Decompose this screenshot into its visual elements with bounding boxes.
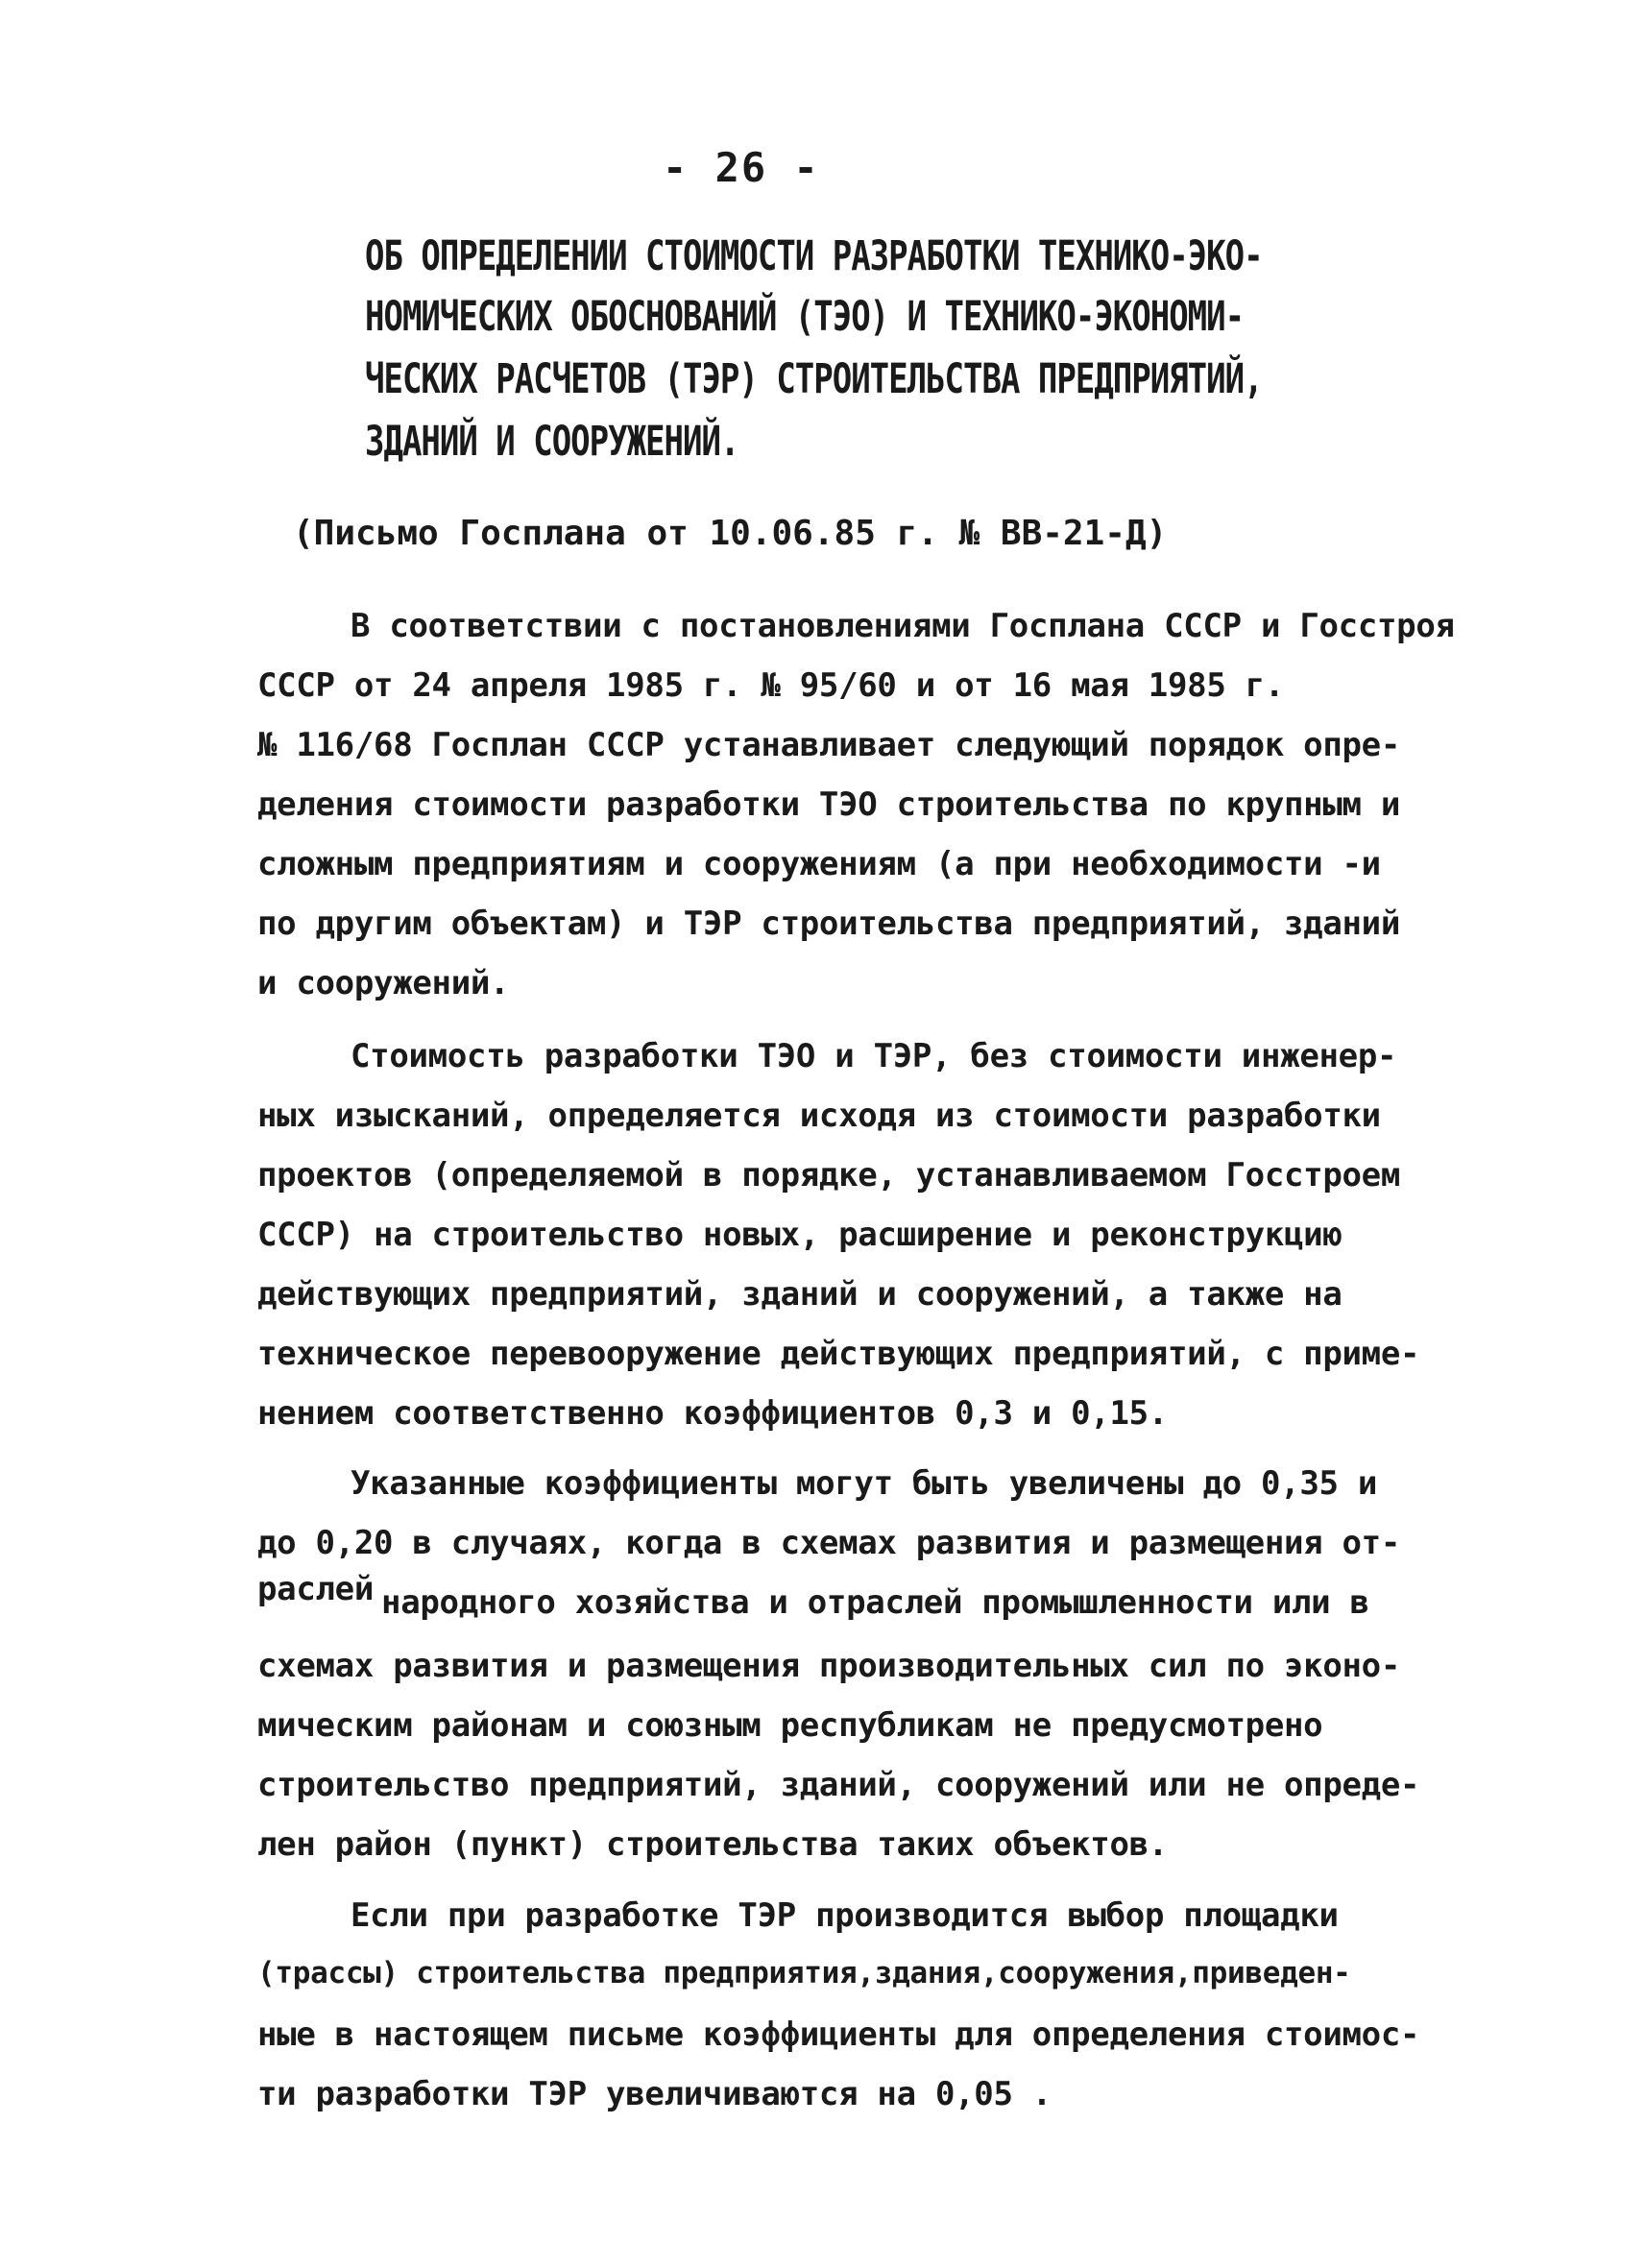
paragraph-4-line-1: Если при разработке ТЭР производится выбор площадки [351,1896,1339,1935]
paragraph-1-line-7: и сооружений. [257,964,510,1002]
paragraph-4-line-3: ные в настоящем письме коэффициенты для определения стоимос- [257,2015,1420,2054]
paragraph-1-line-1: В соответствии с постановлениями Госплана СССР и Госстроя [351,607,1455,645]
paragraph-2-line-7: нением соответственно коэффициентов 0,3 и 0,15. [257,1394,1168,1433]
paragraph-2-line-2: ных изысканий, определяется исходя из стоимости разработки [257,1097,1381,1135]
paragraph-2-line-5: действующих предприятий, зданий и сооружений, а также на [257,1275,1343,1314]
paragraph-3-line-5: мическим районам и союзным республикам не предусмотрено [257,1706,1323,1745]
source-note: (Письмо Госплана от 10.06.85 г. № ВВ-21-Д) [293,514,1168,553]
paragraph-2-line-3: проектов (определяемой в порядке, устанавливаемом Госстроем [257,1156,1401,1194]
paragraph-3-line-3 [257,1570,1369,1622]
paragraph-4-line-2: (трассы) строительства предприятия,здания,сооружения,приведен- [257,1956,1351,1991]
paragraph-3-line-3-text: народного хозяйства и отраслей промышленности или в [381,1583,1369,1622]
title-line-4: ЗДАНИЙ И СООРУЖЕНИЙ. [365,418,739,466]
page-number: - 26 - [663,144,820,191]
paragraph-3-line-1: Указанные коэффициенты могут быть увеличены до 0,35 и [351,1464,1377,1503]
paragraph-1-line-5: сложным предприятиям и сооружениям (а при необходимости -и [257,845,1381,883]
paragraph-1-line-2: СССР от 24 апреля 1985 г. № 95/60 и от 16 мая 1985 г. [257,666,1284,705]
paragraph-3-line-4: схемах развития и размещения производительных сил по эконо- [257,1647,1401,1685]
paragraph-2-line-1: Стоимость разработки ТЭО и ТЭР, без стоимости инженер- [351,1037,1397,1075]
paragraph-4-line-4: ти разработки ТЭР увеличиваются на 0,05 . [257,2075,1052,2113]
paragraph-1-line-3: № 116/68 Госплан СССР устанавливает следующий порядок опре- [257,726,1401,764]
paragraph-2-line-4: СССР) на строительство новых, расширение и реконструкцию [257,1216,1343,1254]
paragraph-3-line-6: строительство предприятий, зданий, сооружений или не опреде- [257,1766,1420,1804]
paragraph-2-line-6: техническое перевооружение действующих предприятий, с приме- [257,1335,1420,1373]
paragraph-3-line-3-prefix: раслей [257,1570,375,1608]
title-line-1: ОБ ОПРЕДЕЛЕНИИ СТОИМОСТИ РАЗРАБОТКИ ТЕХНИКО-ЭКО- [365,232,1263,280]
paragraph-1-line-4: деления стоимости разработки ТЭО строительства по крупным и [257,785,1401,824]
title-line-2: НОМИЧЕСКИХ ОБОСНОВАНИЙ (ТЭО) И ТЕХНИКО-ЭКОНОМИ- [365,293,1245,341]
paragraph-3-line-2: до 0,20 в случаях, когда в схемах развития и размещения от- [257,1524,1401,1562]
paragraph-1-line-6: по другим объектам) и ТЭР строительства предприятий, зданий [257,905,1401,943]
paragraph-3-line-7: лен район (пункт) строительства таких объектов. [257,1825,1168,1864]
title-line-3: ЧЕСКИХ РАСЧЕТОВ (ТЭР) СТРОИТЕЛЬСТВА ПРЕДПРИЯТИЙ, [365,355,1263,403]
